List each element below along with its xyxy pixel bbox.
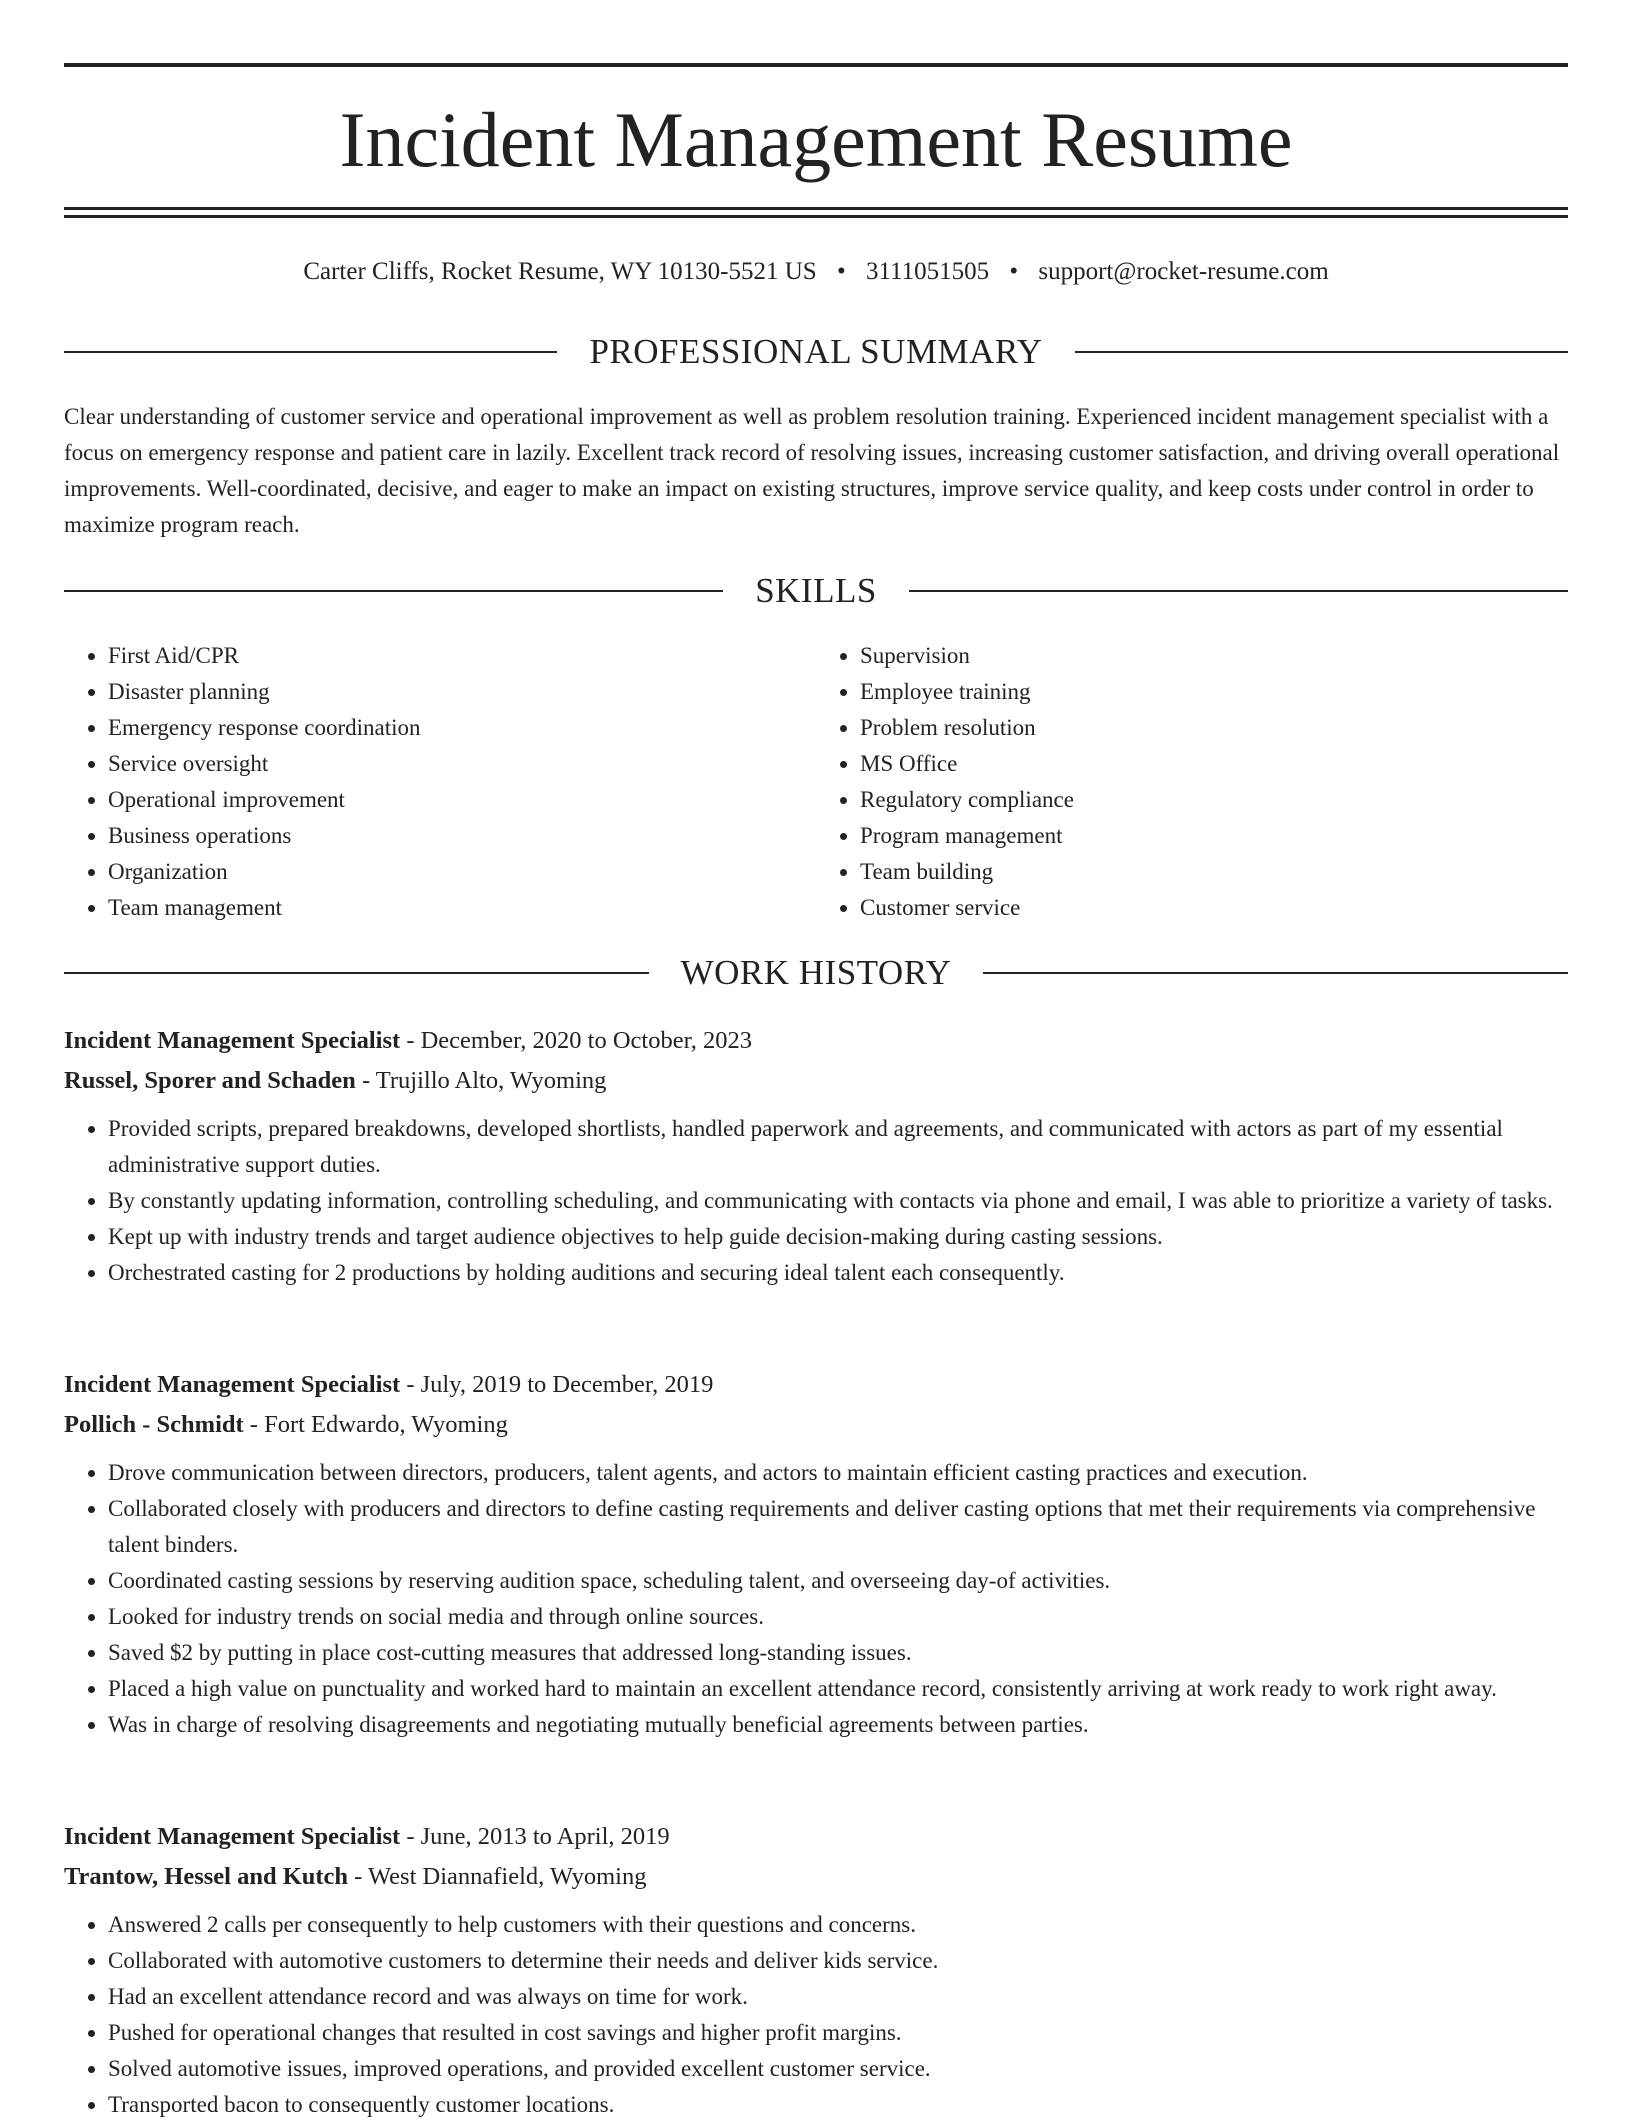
skill-item: • Operational improvement	[108, 782, 816, 818]
job-company-line	[64, 1857, 1568, 1897]
skill-item: • MS Office	[860, 746, 1568, 782]
job-company-line	[64, 1061, 1568, 1101]
job-bullets	[64, 1111, 1568, 1291]
job-bullets	[64, 1455, 1568, 1743]
job-title-line	[64, 1021, 1568, 1061]
job-bullet: • By constantly updating information, controlling scheduling, and communicating with contacts via phone and email, I was able to prioritize a variety of tasks.	[108, 1183, 1568, 1219]
contact-separator: •	[836, 258, 846, 285]
skill-item: • Employee training	[860, 674, 1568, 710]
job-dates: - June, 2013 to April, 2019	[400, 1823, 670, 1850]
skill-item: • Emergency response coordination	[108, 710, 816, 746]
job-bullet: • Saved $2 by putting in place cost-cutting measures that addressed long-standing issues.	[108, 1635, 1568, 1671]
job-bullet: • Collaborated closely with producers and directors to define casting requirements and deliver casting options that met their requirements via comprehensive talent binders.	[108, 1491, 1568, 1563]
heading-rule-right	[1075, 351, 1568, 353]
page-title: Incident Management Resume	[339, 96, 1293, 183]
summary-heading	[64, 330, 1568, 374]
job-title: Incident Management Specialist	[64, 1371, 401, 1398]
contact-line	[64, 252, 1568, 292]
contact-phone: 3111051505	[865, 258, 990, 285]
job-title-line	[64, 1365, 1568, 1405]
job-company: Russel, Sporer and Schaden	[64, 1067, 356, 1094]
heading-rule-left	[64, 590, 723, 592]
job-entry	[64, 1365, 1568, 1743]
job-title: Incident Management Specialist	[64, 1027, 401, 1054]
contact-separator: •	[1009, 258, 1019, 285]
job-entry	[64, 1817, 1568, 2123]
skill-item: • Problem resolution	[860, 710, 1568, 746]
job-bullet: • Placed a high value on punctuality and worked hard to maintain an excellent attendance record, consistently arriving at work ready to work right away.	[108, 1671, 1568, 1707]
job-bullet: • Collaborated with automotive customers to determine their needs and deliver kids service.	[108, 1943, 1568, 1979]
skill-item: • Regulatory compliance	[860, 782, 1568, 818]
job-title-line	[64, 1817, 1568, 1857]
job-bullet: • Transported bacon to consequently customer locations.	[108, 2087, 1568, 2123]
job-bullet: • Orchestrated casting for 2 productions by holding auditions and securing ideal talent each consequently.	[108, 1255, 1568, 1291]
skills-heading	[64, 569, 1568, 613]
job-dates: - December, 2020 to October, 2023	[400, 1027, 753, 1054]
job-bullets	[64, 1907, 1568, 2123]
work-history-heading	[64, 951, 1568, 995]
heading-rule-left	[64, 351, 557, 353]
skill-item: • Service oversight	[108, 746, 816, 782]
job-bullet: • Answered 2 calls per consequently to help customers with their questions and concerns.	[108, 1907, 1568, 1943]
job-location: - Trujillo Alto, Wyoming	[355, 1067, 607, 1094]
job-bullet: • Drove communication between directors, producers, talent agents, and actors to maintain efficient casting practices and execution.	[108, 1455, 1568, 1491]
job-bullet: • Provided scripts, prepared breakdowns, developed shortlists, handled paperwork and agreements, and communicated with actors as part of my essential administrative support duties.	[108, 1111, 1568, 1183]
heading-rule-left	[64, 972, 649, 974]
job-bullet: • Pushed for operational changes that resulted in cost savings and higher profit margins.	[108, 2015, 1568, 2051]
job-bullet: • Looked for industry trends on social media and through online sources.	[108, 1599, 1568, 1635]
contact-email: support@rocket-resume.com	[1038, 258, 1329, 285]
title-rule-upper	[64, 207, 1568, 210]
skill-item: • Business operations	[108, 818, 816, 854]
skills-heading-label: SKILLS	[755, 571, 877, 610]
job-dates: - July, 2019 to December, 2019	[400, 1371, 714, 1398]
skills-list-right	[816, 638, 1568, 926]
skill-item: • Supervision	[860, 638, 1568, 674]
job-company: Trantow, Hessel and Kutch	[64, 1863, 349, 1890]
top-rule	[64, 63, 1568, 67]
job-bullet: • Was in charge of resolving disagreements and negotiating mutually beneficial agreements between parties.	[108, 1707, 1568, 1743]
job-bullet: • Coordinated casting sessions by reserving audition space, scheduling talent, and overseeing day-of activities.	[108, 1563, 1568, 1599]
skill-item: • Customer service	[860, 890, 1568, 926]
job-location: - West Diannafield, Wyoming	[348, 1863, 647, 1890]
skills-columns	[64, 638, 1568, 926]
job-bullet: • Kept up with industry trends and target audience objectives to help guide decision-making during casting sessions.	[108, 1219, 1568, 1255]
skill-item: • Disaster planning	[108, 674, 816, 710]
title-rule-lower	[64, 215, 1568, 218]
job-location: - Fort Edwardo, Wyoming	[243, 1411, 508, 1438]
job-entry	[64, 1021, 1568, 1291]
job-company: Pollich - Schmidt	[64, 1411, 244, 1438]
skills-list-left	[64, 638, 816, 926]
contact-address: Carter Cliffs, Rocket Resume, WY 10130-5521 US	[303, 258, 817, 285]
job-bullet: • Solved automotive issues, improved operations, and provided excellent customer service.	[108, 2051, 1568, 2087]
summary-heading-label: PROFESSIONAL SUMMARY	[589, 332, 1043, 371]
job-bullet: • Had an excellent attendance record and was always on time for work.	[108, 1979, 1568, 2015]
skill-item: • Team management	[108, 890, 816, 926]
skill-item: • Program management	[860, 818, 1568, 854]
job-company-line	[64, 1405, 1568, 1445]
skill-item: • First Aid/CPR	[108, 638, 816, 674]
skill-item: • Organization	[108, 854, 816, 890]
summary-text: Clear understanding of customer service and operational improvement as well as problem resolution training. Experienced incident management specialist with a focus on emergency response and patient care in lazily. Excellent track record of resolving issues, increasing customer satisfaction, and driving overall operational improvements. Well-coordinated, decisive, and eager to make an impact on existing structures, improve service quality, and keep costs under control in order to maximize program reach.	[64, 404, 1560, 537]
skill-item: • Team building	[860, 854, 1568, 890]
job-title: Incident Management Specialist	[64, 1823, 401, 1850]
heading-rule-right	[983, 972, 1568, 974]
work-history-heading-label: WORK HISTORY	[680, 953, 952, 992]
heading-rule-right	[909, 590, 1568, 592]
